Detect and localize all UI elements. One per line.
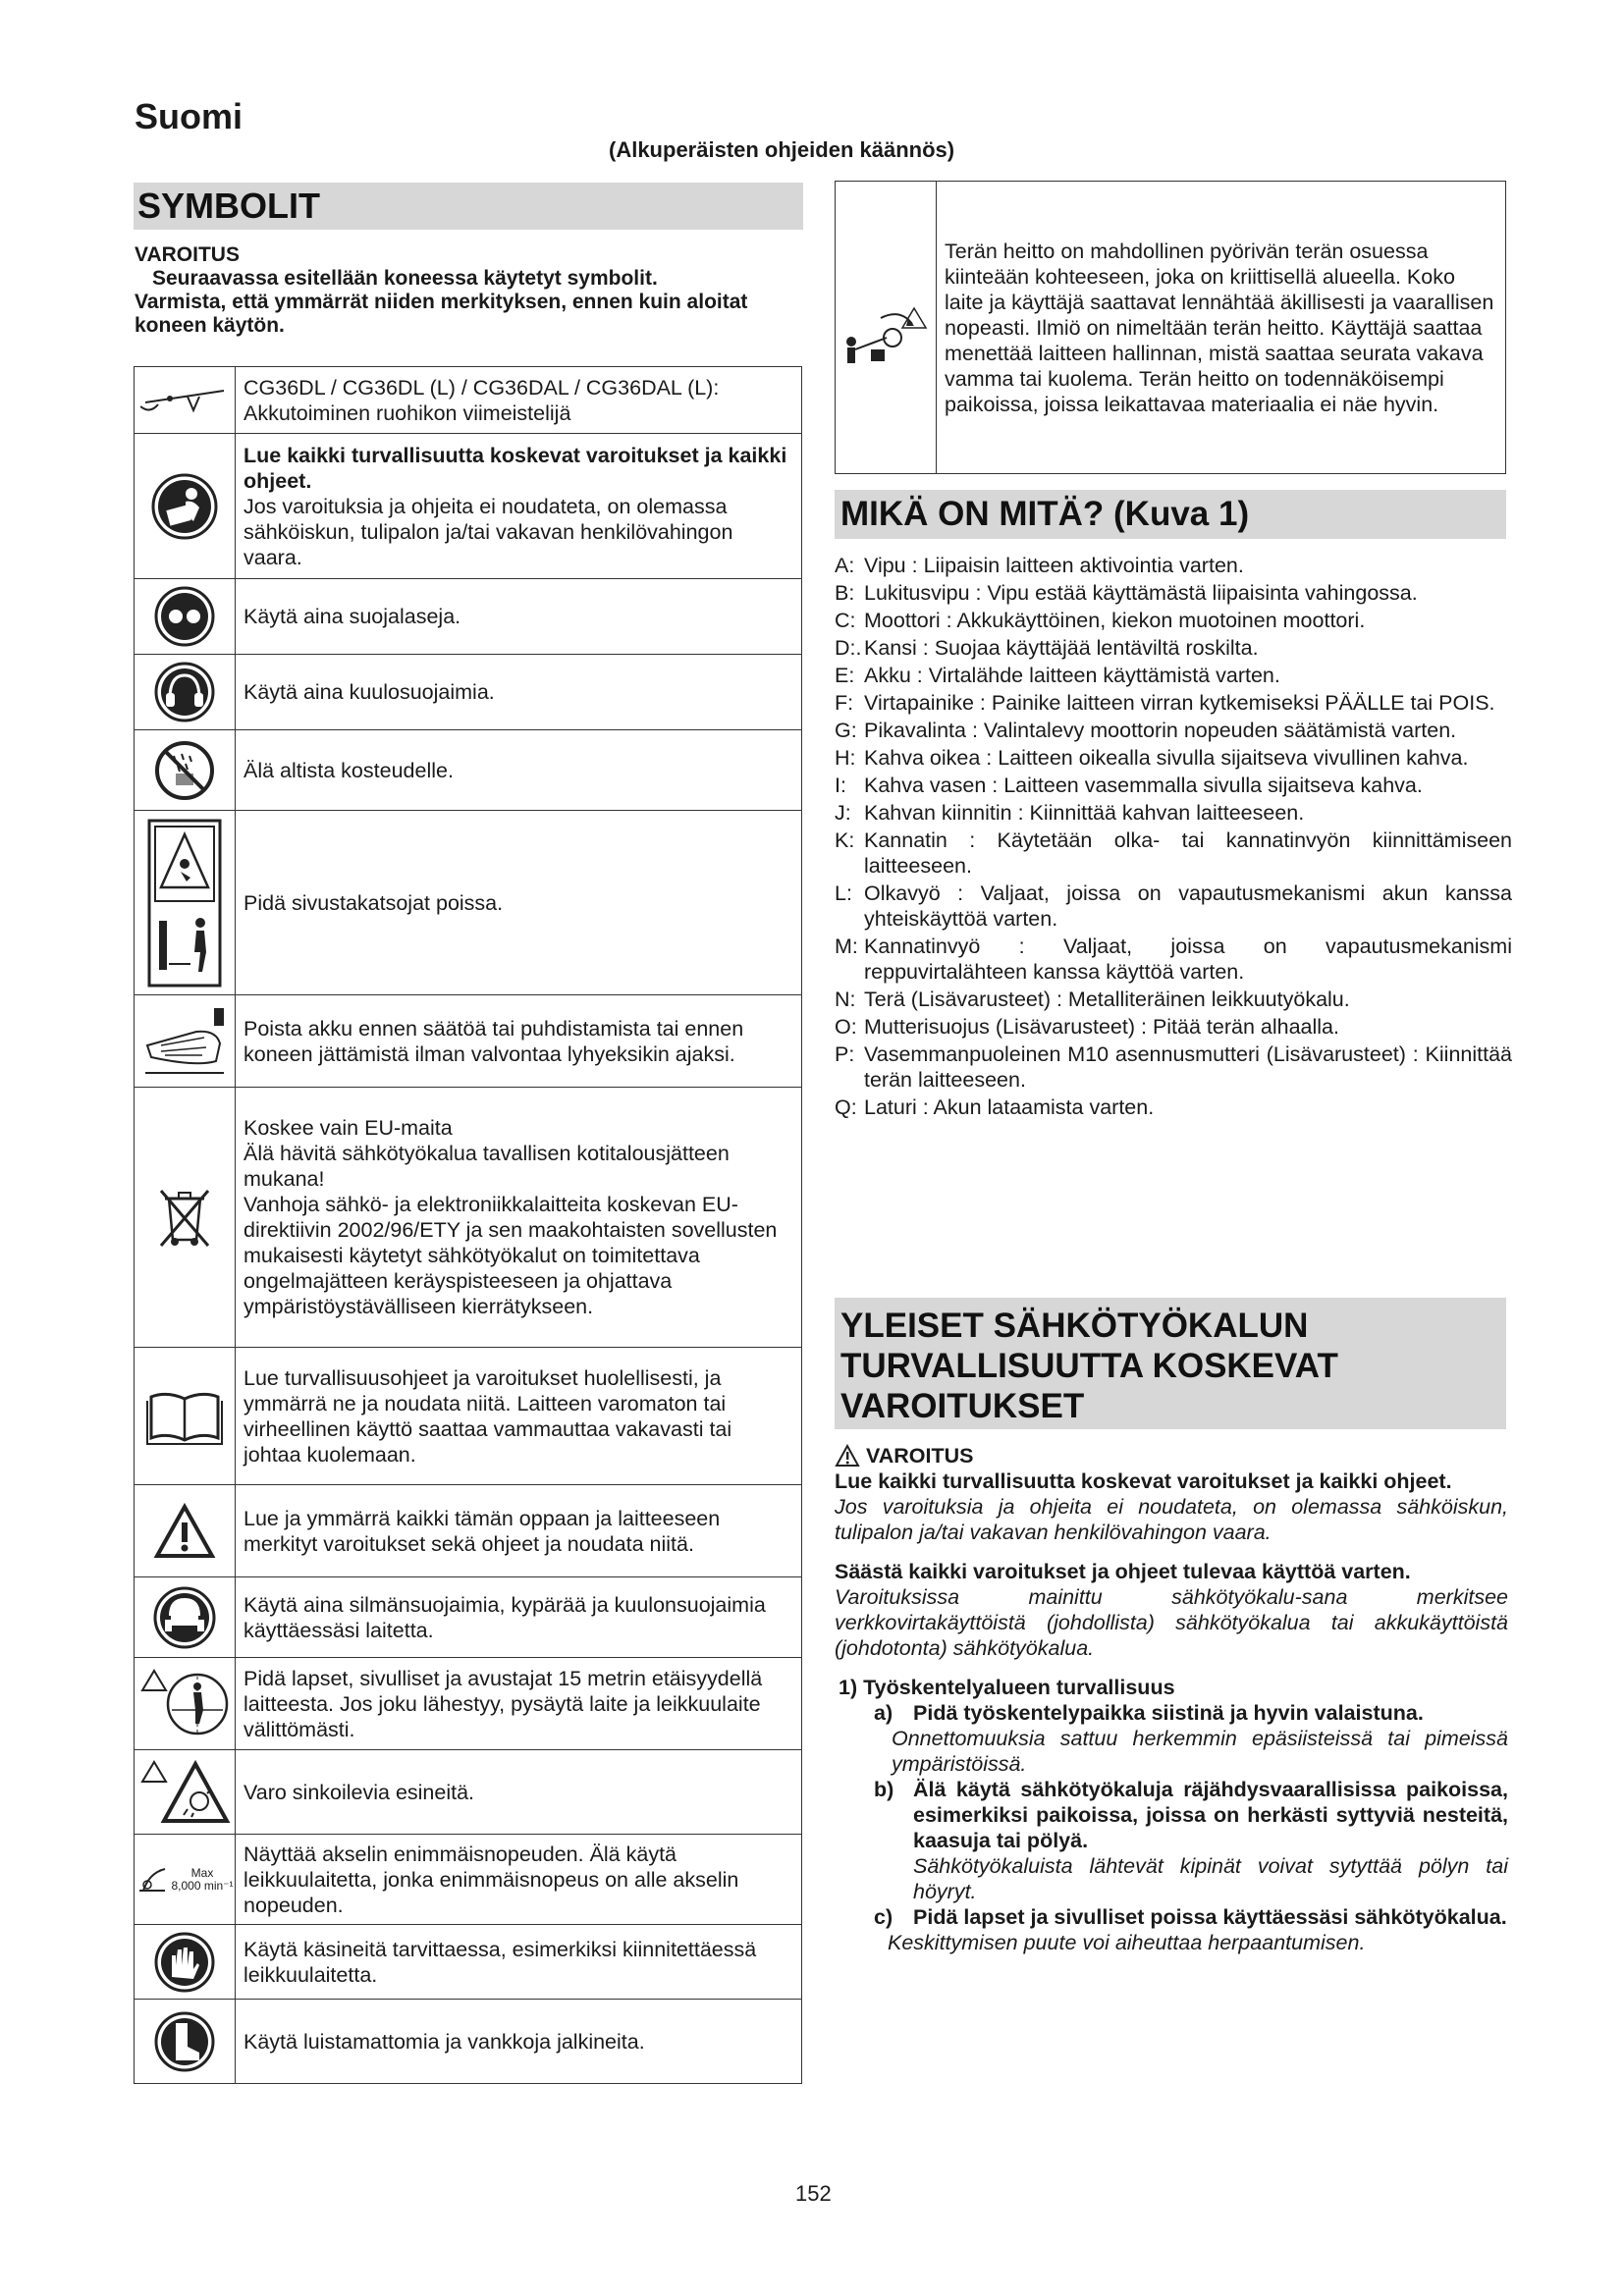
- general-p2-bold: Säästä kaikki varoitukset ja ohjeet tulevaa käyttöä varten.: [835, 1560, 1411, 1583]
- list-item: [835, 663, 1512, 688]
- list-item: [835, 773, 1512, 798]
- symbol-row: [135, 1925, 802, 2000]
- part-key: M:: [835, 934, 858, 958]
- helmet-visor-icon: [135, 1577, 236, 1658]
- symbol-row: [135, 1577, 802, 1658]
- max-label: Max: [190, 1865, 214, 1880]
- gloves-icon: [135, 1925, 236, 2000]
- list-item: [835, 1095, 1512, 1120]
- symbol-text: Käytä aina kuulosuojaimia.: [236, 655, 802, 730]
- symbol-row: [135, 2000, 802, 2084]
- max-speed-icon: [135, 1835, 236, 1925]
- general-p1-italic: Jos varoituksia ja ohjeita ei noudateta, on olemassa sähköiskun, tulipalon ja/tai vakavan henkilövahingon vaara.: [835, 1495, 1508, 1544]
- part-key: G:: [835, 719, 857, 742]
- item-bold: Pidä lapset ja sivulliset poissa käyttäessäsi sähkötyökalua.: [913, 1905, 1507, 1929]
- no-rain-icon: [135, 730, 236, 811]
- symbol-text: Lue turvallisuusohjeet ja varoitukset huolellisesti, ja ymmärrä ne ja noudata niitä. Laitteen varomaton tai virheellinen käyttö saattaa vammauttaa vakavasti tai johtaa kuolemaan.: [236, 1348, 802, 1485]
- part-desc: Lukitusvipu : Vipu estää käyttämästä liipaisinta vahingossa.: [864, 581, 1418, 605]
- part-desc: Kahva vasen : Laitteen vasemmalla sivulla sijaitseva kahva.: [864, 774, 1423, 797]
- ear-protection-icon: [135, 655, 236, 730]
- symbol-row: [135, 995, 802, 1088]
- list-item: [835, 580, 1512, 606]
- blade-thrust-icon: [836, 182, 937, 474]
- symbol-text: Varo sinkoilevia esineitä.: [236, 1750, 802, 1835]
- part-key: B:: [835, 581, 855, 605]
- symbol-row: [135, 1658, 802, 1750]
- part-desc: Virtapainike : Painike laitteen virran kytkemiseksi PÄÄLLE tai POIS.: [864, 691, 1495, 715]
- symbols-table: [134, 366, 802, 2084]
- item-bold: Pidä työskentelypaikka siistinä ja hyvin valaistuna.: [913, 1701, 1424, 1725]
- what-is-what-heading: MIKÄ ON MITÄ? (Kuva 1): [835, 490, 1506, 539]
- symbol-text: Älä altista kosteudelle.: [236, 730, 802, 811]
- list-item: [874, 1777, 1508, 1904]
- part-desc: Kannatinvyö : Valjaat, joissa on vapautusmekanismi reppuvirtalähteen kanssa käyttöä varten.: [864, 934, 1512, 984]
- part-desc: Mutterisuojus (Lisävarusteet) : Pitää terän alhaalla.: [864, 1015, 1339, 1039]
- symbol-text: Pidä lapset, sivulliset ja avustajat 15 metrin etäisyydellä laitteesta. Jos joku lähestyy, pysäytä laite ja leikkuulaite välittömästi.: [236, 1658, 802, 1750]
- general-warning-label: VAROITUS: [866, 1444, 974, 1468]
- part-desc: Terä (Lisävarusteet) : Metalliteräinen leikkuutyökalu.: [864, 988, 1350, 1011]
- general-p1-bold: Lue kaikki turvallisuutta koskevat varoitukset ja kaikki ohjeet.: [835, 1469, 1452, 1493]
- part-desc: Kahvan kiinnitin : Kiinnittää kahvan laitteeseen.: [864, 801, 1305, 825]
- list-item: [835, 553, 1512, 578]
- symbol-text: [236, 434, 802, 579]
- part-key: D:.: [835, 636, 862, 660]
- part-key: I:: [835, 774, 846, 797]
- section1-list: [835, 1700, 1508, 1955]
- list-item: [835, 745, 1512, 771]
- part-desc: Kansi : Suojaa käyttäjää lentäviltä roskilta.: [864, 636, 1259, 660]
- boots-icon: [135, 2000, 236, 2084]
- symbol-row: [135, 730, 802, 811]
- section1-title: 1) Työskentelyalueen turvallisuus: [839, 1676, 1175, 1699]
- list-item: [835, 828, 1512, 879]
- part-desc: Kannatin : Käytetään olka- tai kannatinvyön kiinnittämiseen laitteeseen.: [864, 828, 1512, 878]
- distance-15m-icon: [135, 1658, 236, 1750]
- list-item: [835, 718, 1512, 743]
- item-italic: Keskittymisen puute voi aiheuttaa herpaantumisen.: [888, 1931, 1366, 1954]
- blade-thrust-box: [835, 181, 1506, 474]
- parts-list: [835, 553, 1512, 1122]
- part-key: N:: [835, 988, 856, 1011]
- list-item: [835, 800, 1512, 826]
- item-italic: Sähkötyökaluista lähtevät kipinät voivat sytyttää pölyn tai höyryt.: [913, 1854, 1508, 1903]
- item-italic: Onnettomuuksia sattuu herkemmin epäsiisteissä tai pimeissä ympäristöissä.: [892, 1727, 1508, 1776]
- part-desc: Pikavalinta : Valintalevy moottorin nopeuden säätämistä varten.: [864, 719, 1457, 742]
- symbol-row: [135, 1750, 802, 1835]
- part-desc: Laturi : Akun lataamista varten.: [864, 1095, 1155, 1119]
- part-desc: Kahva oikea : Laitteen oikealla sivulla sijaitseva vivullinen kahva.: [864, 746, 1469, 770]
- weee-text: Koskee vain EU-maita Älä hävitä sähkötyökalua tavallisen kotitalousjätteen mukana! Vanhoja sähkö- ja elektroniikkalaitteita koskevan EU-direktiivin 2002/96/ETY ja sen maakohtaisten sovellusten mukaisesti käytetyt sähkötyökalut on toimitettava ongelmajätteen keräyspisteeseen ja ohjattava ympäristöystävälliseen kierrätykseen.: [244, 1116, 778, 1318]
- trimmer-icon: [135, 367, 236, 434]
- general-p2-italic: Varoituksissa mainittu sähkötyökalu-sana merkitsee verkkovirtakäyttöistä (johdollista) sähkötyökalua tai akkukäyttöistä (johdotonta) sähkötyökalua.: [835, 1585, 1508, 1660]
- symbol-text: Lue ja ymmärrä kaikki tämän oppaan ja laitteeseen merkityt varoitukset sekä ohjeet ja noudata niitä.: [236, 1485, 802, 1577]
- part-key: H:: [835, 746, 856, 770]
- symbols-warning-label: VAROITUS: [135, 243, 240, 266]
- weee-bin-icon: [135, 1088, 236, 1348]
- part-key: E:: [835, 664, 855, 687]
- list-item: [835, 608, 1512, 633]
- symbol-text: Poista akku ennen säätöä tai puhdistamista tai ennen koneen jättämistä ilman valvontaa lyhyeksikin ajaksi.: [236, 995, 802, 1088]
- general-safety-heading: YLEISET SÄHKÖTYÖKALUN TURVALLISUUTTA KOSKEVAT VAROITUKSET: [835, 1298, 1506, 1429]
- item-bold: Älä käytä sähkötyökaluja räjähdysvaarallisissa paikoissa, esimerkiksi paikoissa, joissa on herkästi syttyviä nesteitä, kaasuja tai pölyä.: [913, 1778, 1508, 1852]
- symbol-row: [135, 1088, 802, 1348]
- part-key: A:: [835, 554, 855, 577]
- symbol-text: Käytä aina silmänsuojaimia, kypärää ja kuulonsuojaimia käyttäessäsi laitetta.: [236, 1577, 802, 1658]
- item-letter: b): [874, 1778, 894, 1801]
- part-key: C:: [835, 609, 856, 632]
- blade-thrust-text: Terän heitto on mahdollinen pyörivän terän osuessa kiinteään kohteeseen, joka on kriittisellä alueella. Koko laite ja käyttäjä saattavat lennähtää äkillisesti ja vaarallisen nopeasti. Ilmiö on nimeltään terän heitto. Käyttäjä saattaa menettää laitteen hallinnan, mistä saattaa seurata vakava vamma tai kuolema. Terän heitto on todennäköisempi paikoissa, joissa leikattavaa materiaalia ei näe hyvin.: [937, 182, 1506, 474]
- warning-triangle-icon: [835, 1444, 860, 1468]
- symbol-text: CG36DL / CG36DL (L) / CG36DAL / CG36DAL (L): Akkutoiminen ruohikon viimeistelijä: [236, 367, 802, 434]
- symbols-warning-text-1: Seuraavassa esitellään koneessa käytetyt symbolit.: [152, 267, 658, 290]
- list-item: [835, 881, 1512, 932]
- symbol-bold-text: Lue kaikki turvallisuutta koskevat varoitukset ja kaikki ohjeet.: [244, 443, 787, 493]
- item-letter: c): [874, 1905, 893, 1929]
- list-item: [835, 690, 1512, 716]
- part-key: J:: [835, 801, 851, 825]
- symbol-row: [135, 1485, 802, 1577]
- symbol-row: [135, 811, 802, 995]
- list-item: [835, 1041, 1512, 1093]
- part-desc: Vasemmanpuoleinen M10 asennusmutteri (Lisävarusteet) : Kiinnittää terän laitteeseen.: [864, 1042, 1512, 1092]
- part-key: Q:: [835, 1095, 857, 1119]
- symbol-row: [135, 434, 802, 579]
- symbols-warning: [135, 243, 802, 338]
- remove-battery-icon: [135, 995, 236, 1088]
- language-heading: Suomi: [135, 96, 244, 136]
- general-safety-content: [835, 1443, 1508, 1955]
- part-key: P:: [835, 1042, 855, 1066]
- symbol-row: [135, 579, 802, 655]
- list-item: [835, 1014, 1512, 1040]
- part-desc: Akku : Virtalähde laitteen käyttämistä varten.: [864, 664, 1280, 687]
- part-key: K:: [835, 828, 855, 852]
- max-speed-value: 8,000 min⁻¹: [171, 1878, 234, 1893]
- manual-book-icon: [135, 1348, 236, 1485]
- bystanders-away-icon: [135, 811, 236, 995]
- symbol-row: [135, 1348, 802, 1485]
- part-key: F:: [835, 691, 854, 715]
- symbols-heading: SYMBOLIT: [134, 183, 803, 230]
- translation-subtitle: (Alkuperäisten ohjeiden käännös): [609, 137, 955, 162]
- part-key: O:: [835, 1015, 857, 1039]
- symbol-text: Näyttää akselin enimmäisnopeuden. Älä käytä leikkuulaitetta, jonka enimmäisnopeus on alle akselin nopeuden.: [236, 1835, 802, 1925]
- list-item: [835, 987, 1512, 1012]
- symbol-text: Käytä käsineitä tarvittaessa, esimerkiksi kiinnitettäessä leikkuulaitetta.: [236, 1925, 802, 2000]
- part-desc: Vipu : Liipaisin laitteen aktivointia varten.: [864, 554, 1244, 577]
- symbol-text: Pidä sivustakatsojat poissa.: [236, 811, 802, 995]
- item-letter: a): [874, 1701, 893, 1725]
- part-desc: Olkavyö : Valjaat, joissa on vapautusmekanismi akun kanssa yhteiskäyttöä varten.: [864, 881, 1512, 931]
- page-number: 152: [795, 2181, 832, 2206]
- symbol-row: [135, 655, 802, 730]
- safety-glasses-icon: [135, 579, 236, 655]
- symbol-row: [135, 1835, 802, 1925]
- symbol-text: Käytä luistamattomia ja vankkoja jalkineita.: [236, 2000, 802, 2084]
- list-item: [874, 1904, 1508, 1955]
- symbol-text: Käytä aina suojalaseja.: [236, 579, 802, 655]
- symbols-warning-text-2: Varmista, että ymmärrät niiden merkityksen, ennen kuin aloitat koneen käytön.: [135, 291, 748, 337]
- part-key: L:: [835, 881, 852, 905]
- symbol-detail-text: Jos varoituksia ja ohjeita ei noudateta, on olemassa sähköiskun, tulipalon ja/tai vakavan henkilövahingon vaara.: [244, 494, 733, 569]
- part-desc: Moottori : Akkukäyttöinen, kiekon muotoinen moottori.: [864, 609, 1366, 632]
- list-item: [835, 635, 1512, 661]
- list-item: [835, 934, 1512, 985]
- list-item: [874, 1700, 1508, 1777]
- flying-objects-icon: [135, 1750, 236, 1835]
- warning-triangle-icon: [135, 1485, 236, 1577]
- symbol-text: [236, 1088, 802, 1348]
- read-manual-icon: [135, 434, 236, 579]
- symbol-row: [135, 367, 802, 434]
